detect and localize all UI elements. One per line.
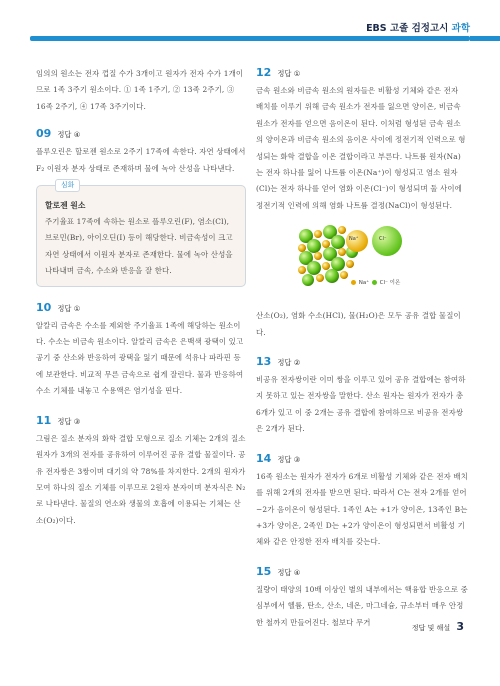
explanation-text: 금속 원소와 비금속 원소의 원자들은 비활성 기체와 같은 전자 배치를 이루기 위해 금속 원소가 전자를 잃으면 양이온, 비금속 원소가 전자를 얻으면 음이온이 된다. 이처럼 형성된 금속 원소의 양이온과 비금속 원소의 음이온 사이에 정전기적 인력으로 형성되는 화학 결합을 이온 결합이라고 부른다. 나트륨 원자(Na)는 전자 하나를 잃어 나트륨 이온(Na⁺)이 형성되고 염소 원자(Cl)는 전자 하나를 얻어 염화 이온(Cl⁻)이 형성되며 둘 사이에 정전기적 인력에 의해 염화 나트륨 결정(NaCl)이 형성된다. <box>256 86 466 210</box>
answer-label: 정답 ④ <box>277 567 301 577</box>
footer-label: 정답 및 해설 <box>411 624 451 632</box>
ebs-label: EBS <box>366 23 387 34</box>
question-09 <box>36 127 246 286</box>
header-rule <box>30 36 470 41</box>
chloride-legend-dot <box>372 280 377 285</box>
deep-dive-tag: 심화 <box>55 179 80 192</box>
question-number: 14 <box>256 451 272 465</box>
question-number: 09 <box>36 127 52 141</box>
sodium-legend-label: Na⁺ <box>358 280 370 287</box>
left-column <box>36 66 246 529</box>
explanation-text: 플루오린은 할로젠 원소로 2주기 17족에 속한다. 자연 상태에서 F₂ 이원자 분자 상태로 존재하며 물에 녹아 산성을 나타낸다. <box>36 147 246 173</box>
nacl-crystal-figure <box>292 220 412 302</box>
right-column <box>256 66 468 631</box>
sodium-legend-dot <box>351 280 356 285</box>
question-number: 11 <box>36 413 52 427</box>
chloride-ion-label: Cl⁻ <box>379 236 387 243</box>
intro-paragraph: 임의의 원소는 전자 껍질 수가 3개이고 원자가 전자 수가 1개이므로 1족 3주기 원소이다. ① 1족 1주기, ② 13족 2주기, ③ 16족 2주기, ④ 17족 3주기이다. <box>36 69 244 111</box>
answer-label: 정답 ② <box>277 358 301 368</box>
answer-label: 정답 ③ <box>57 416 81 426</box>
explanation-text: 비공유 전자쌍이란 이미 쌍을 이루고 있어 공유 결합에는 참여하지 못하고 있는 전자쌍을 말한다. 산소 원자는 원자가 전자가 총 6개가 있고 이 중 2개는 공유 결합에 참여하므로 비공유 전자쌍은 2개가 된다. <box>256 375 466 434</box>
explanation-text: 16족 원소는 원자가 전자가 6개로 비활성 기체와 같은 전자 배치를 위해 2개의 전자를 받으면 된다. 따라서 C는 전자 2개를 얻어 −2가 음이온이 형성된다. 1족인 A는 +1가 양이온, 13족인 B는 +3가 양이온, 2족인 D는 +2가 양이온이 형성되면서 비활성 기체와 같은 안정한 전자 배치를 갖는다. <box>256 471 468 547</box>
answer-label: 정답 ④ <box>57 130 81 140</box>
chloride-legend-label: Cl⁻ 이온 <box>379 280 401 287</box>
answer-label: 정답 ③ <box>277 454 301 464</box>
question-header <box>36 414 246 427</box>
question-number: 13 <box>256 355 272 369</box>
question-header <box>36 127 246 140</box>
deep-dive-title: 할로젠 원소 <box>45 201 86 211</box>
question-13 <box>256 355 468 438</box>
sodium-ion-label: Na⁺ <box>349 236 359 243</box>
deep-dive-box <box>36 181 246 287</box>
question-number: 12 <box>256 66 272 79</box>
explanation-text: 질량이 태양의 10배 이상인 별의 내부에서는 핵융합 반응으로 중심부에서 헬륨, 탄소, 산소, 네온, 마그네슘, 규소부터 매우 안정한 철까지 만들어진다. 철보다 무거 <box>256 584 468 627</box>
explanation-text-continued: 산소(O₂), 염화 수소(HCl), 물(H₂O)은 모두 공유 결합 물질이다. <box>256 311 461 337</box>
explanation-text: 그림은 질소 분자의 화학 결합 모형으로 질소 기체는 2개의 질소 원자가 3개의 전자를 공유하여 이루어진 공유 결합 물질이다. 공유 전자쌍은 3쌍이며 대기의 약 78%를 차지한다. 2개의 원자가 모여 하나의 질소 기체를 이루므로 2원자 분자이며 분자식은 N₂로 나타낸다. 물질의 연소와 생물의 호흡에 이용되는 기체는 산소(O₂)이다. <box>36 433 246 525</box>
question-header <box>256 452 468 465</box>
question-number: 15 <box>256 564 272 578</box>
header-title <box>366 20 470 34</box>
chloride-ion <box>372 226 402 256</box>
question-12 <box>256 66 468 341</box>
question-header <box>256 565 468 578</box>
question-header <box>256 66 468 79</box>
page-number: 3 <box>456 620 464 633</box>
figure-legend <box>350 278 400 286</box>
answer-label: 정답 ① <box>277 69 301 78</box>
deep-dive-text: 주기율표 17족에 속하는 원소로 플루오린(F), 염소(Cl), 브로민(Br), 아이오딘(I) 등이 해당한다. 비금속성이 크고 자연 상태에서 이원자 분자로 존재한다. 물에 녹아 산성을 나타내며 금속, 수소와 반응을 잘 한다. <box>45 217 233 276</box>
header-rule-tab <box>470 36 500 41</box>
question-10 <box>36 301 246 400</box>
subject-label: 과학 <box>451 23 470 34</box>
series-label: 고졸 검정고시 <box>389 23 449 34</box>
explanation-text: 알칼리 금속은 수소를 제외한 주기율표 1족에 해당하는 원소이다. 수소는 비금속 원소이다. 알칼리 금속은 은백색 광택이 있고 공기 중 산소와 반응하여 광택을 잃기 때문에 석유나 파라핀 등에 보관한다. 비교적 무른 금속으로 쉽게 잘린다. 물과 반응하여 수소 기체를 내놓고 수용액은 염기성을 띤다. <box>36 320 244 396</box>
question-11 <box>36 414 246 529</box>
answer-label: 정답 ① <box>57 303 81 313</box>
question-14 <box>256 452 468 551</box>
page-header <box>0 0 500 46</box>
question-header <box>36 301 246 314</box>
question-number: 10 <box>36 300 52 314</box>
question-header <box>256 355 468 368</box>
page-footer <box>412 620 464 633</box>
